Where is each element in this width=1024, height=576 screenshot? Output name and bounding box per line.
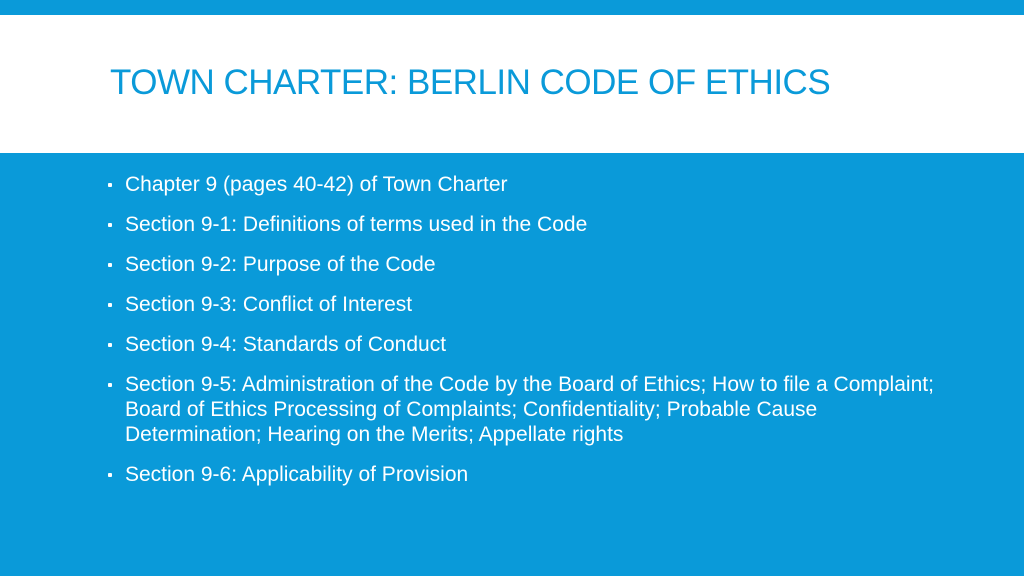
bullet-text: Chapter 9 (pages 40-42) of Town Charter <box>125 173 508 196</box>
bullet-icon <box>108 343 112 347</box>
bullet-item <box>108 292 948 317</box>
bullet-text: Section 9-4: Standards of Conduct <box>125 333 447 356</box>
bullet-icon <box>108 263 112 267</box>
bullet-text: Section 9-3: Conflict of Interest <box>125 293 413 316</box>
bullet-icon <box>108 223 112 227</box>
bullet-item <box>108 462 948 487</box>
bullet-item <box>108 212 948 237</box>
bullet-icon <box>108 383 112 387</box>
bullet-text: Section 9-5: Administration of the Code by the Board of Ethics; How to file a Complaint; Board of Ethics Processing of Complaints; Confidentiality; Probable Cause Determination; Hearing on the Merits; Appellate rights <box>125 373 934 446</box>
bullet-icon <box>108 473 112 477</box>
bullet-icon <box>108 183 112 187</box>
bullet-item <box>108 172 948 197</box>
bullet-item <box>108 332 948 357</box>
bullet-item <box>108 372 948 447</box>
bullet-text: Section 9-6: Applicability of Provision <box>125 463 469 486</box>
bullet-list <box>108 172 948 502</box>
bullet-text: Section 9-1: Definitions of terms used in the Code <box>125 213 588 236</box>
slide-title: TOWN CHARTER: BERLIN CODE OF ETHICS <box>110 63 831 102</box>
bullet-icon <box>108 303 112 307</box>
bullet-text: Section 9-2: Purpose of the Code <box>125 253 436 276</box>
bullet-item <box>108 252 948 277</box>
